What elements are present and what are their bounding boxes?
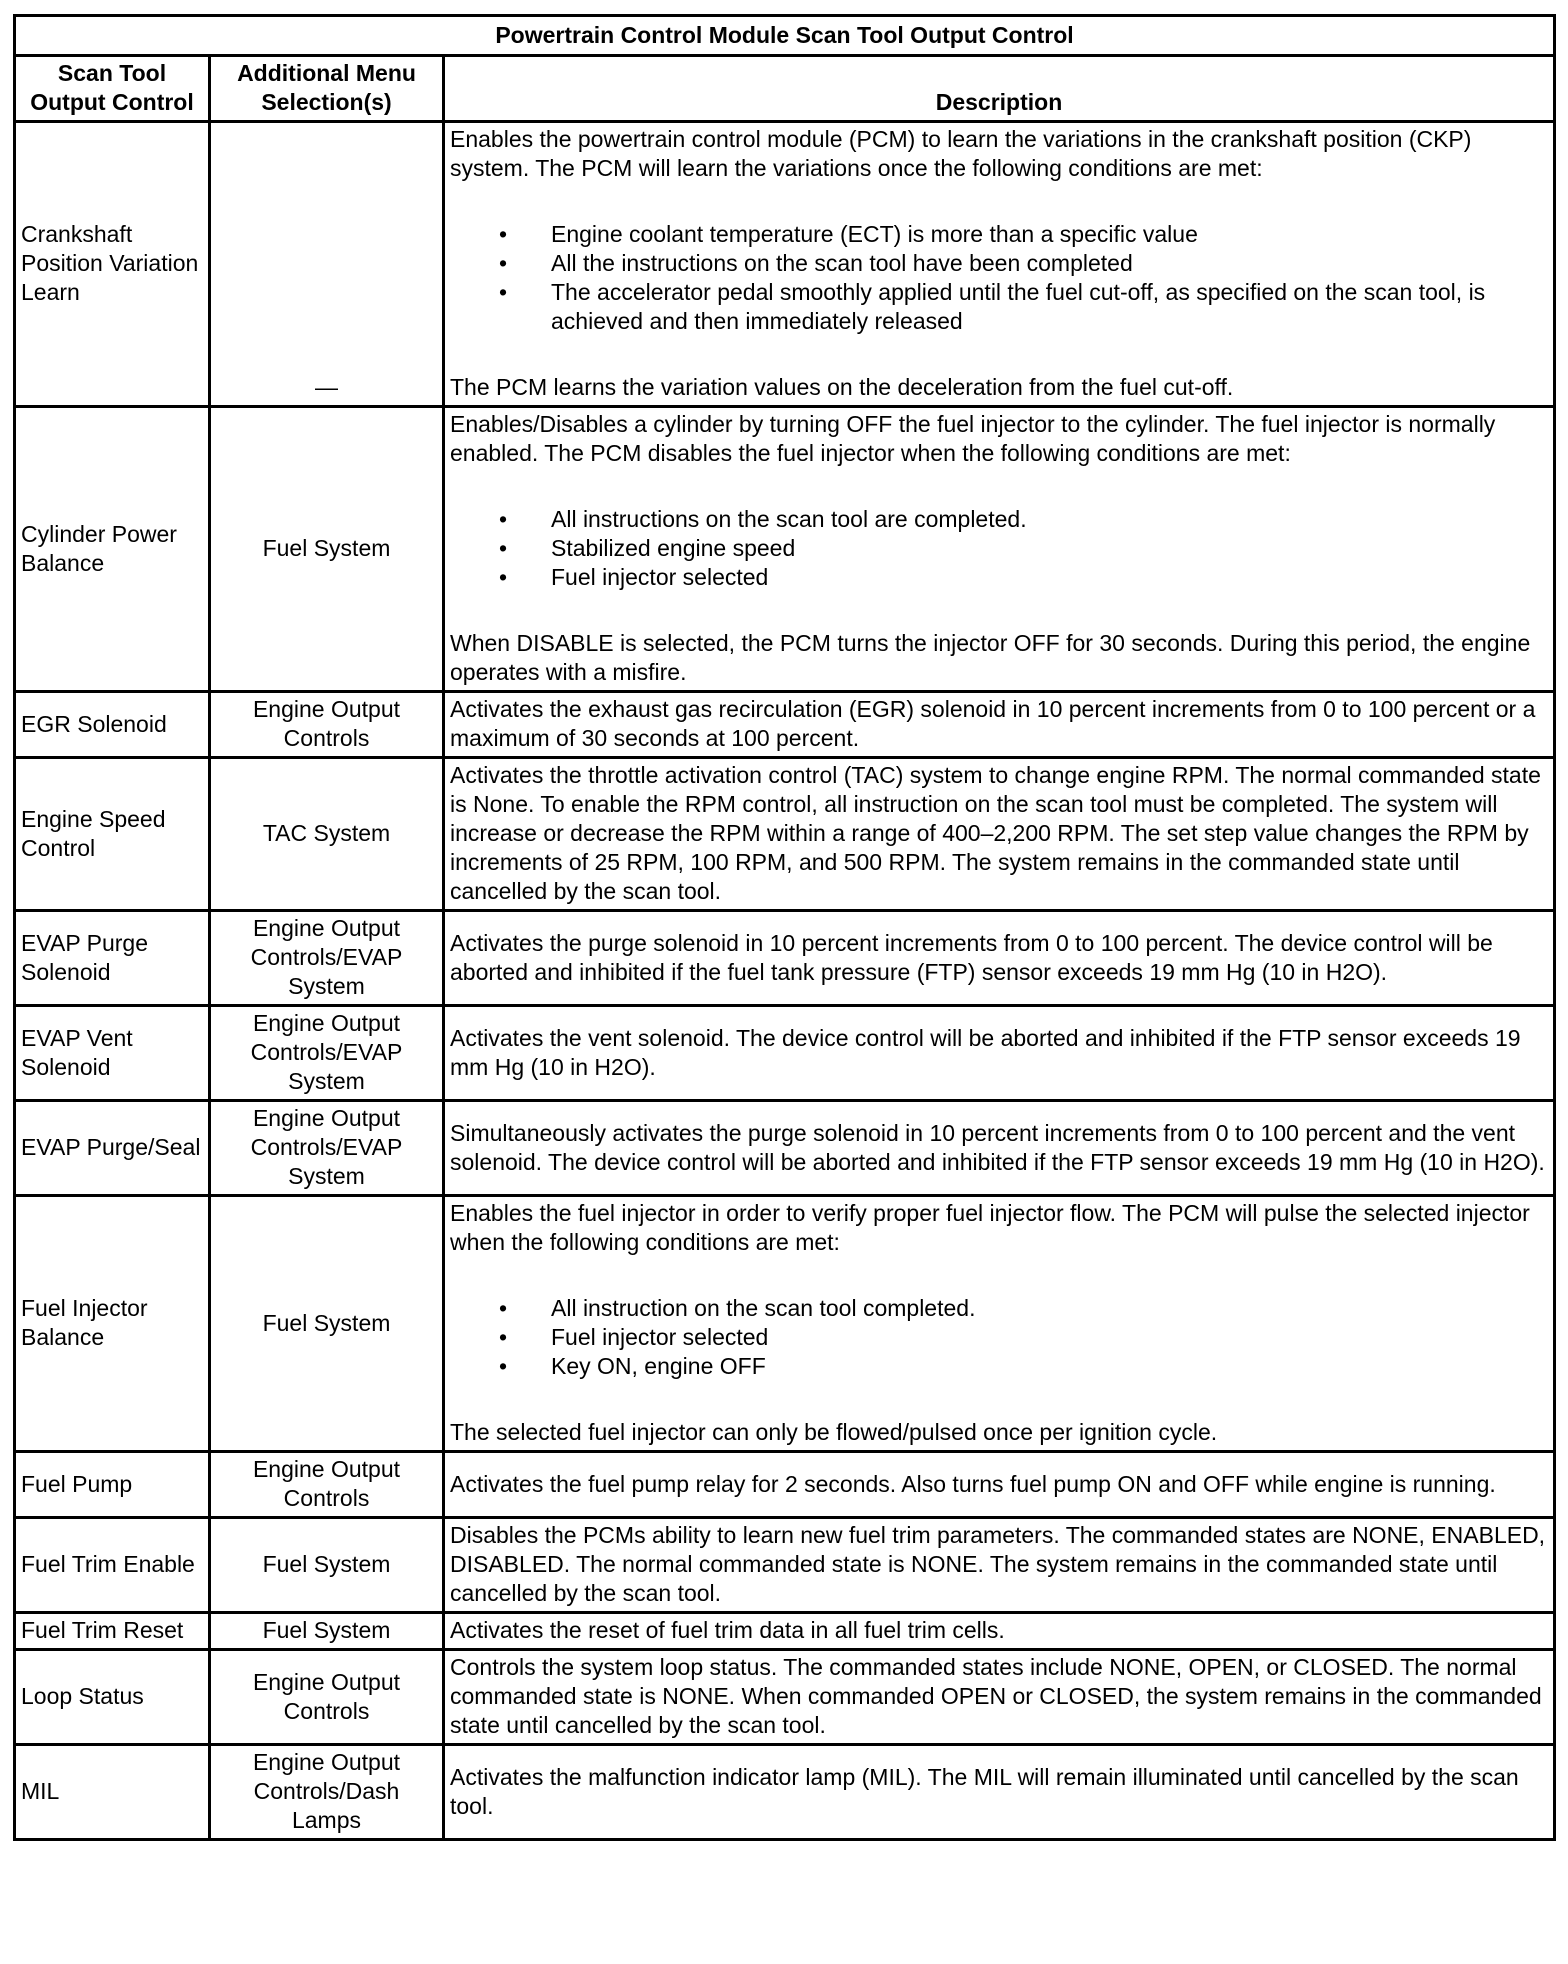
control-name: Fuel Trim Enable bbox=[15, 1518, 210, 1613]
table-row bbox=[15, 1101, 1555, 1196]
table-row bbox=[15, 1452, 1555, 1518]
list-item: • All instruction on the scan tool completed. bbox=[551, 1294, 1548, 1323]
description-cell: Activates the exhaust gas recirculation (EGR) solenoid in 10 percent increments from 0 to 100 percent or a maximum of 30 seconds at 100 percent. bbox=[444, 692, 1555, 758]
list-item: • All the instructions on the scan tool have been completed bbox=[551, 249, 1548, 278]
condition-list bbox=[450, 1294, 1548, 1381]
menu-selection: Engine Output Controls bbox=[210, 1650, 444, 1745]
description-cell: Simultaneously activates the purge solenoid in 10 percent increments from 0 to 100 percent and the vent solenoid. The device control will be aborted and inhibited if the FTP sensor exceeds 19 mm Hg (10 in H2O). bbox=[444, 1101, 1555, 1196]
table-row bbox=[15, 1518, 1555, 1613]
control-name: Fuel Pump bbox=[15, 1452, 210, 1518]
description-outro: When DISABLE is selected, the PCM turns the injector OFF for 30 seconds. During this period, the engine operates with a misfire. bbox=[450, 630, 1531, 685]
description-cell bbox=[444, 1196, 1555, 1452]
description-cell: Activates the reset of fuel trim data in all fuel trim cells. bbox=[444, 1613, 1555, 1650]
list-item: • The accelerator pedal smoothly applied until the fuel cut-off, as specified on the scan tool, is achieved and then immediately released bbox=[551, 278, 1548, 336]
list-item: • Fuel injector selected bbox=[551, 1323, 1548, 1352]
description-cell: Activates the vent solenoid. The device control will be aborted and inhibited if the FTP sensor exceeds 19 mm Hg (10 in H2O). bbox=[444, 1006, 1555, 1101]
description-intro: Enables the powertrain control module (PCM) to learn the variations in the crankshaft position (CKP) system. The PCM will learn the variations once the following conditions are met: bbox=[450, 126, 1472, 181]
table-title-row bbox=[15, 16, 1555, 56]
control-name: Engine Speed Control bbox=[15, 758, 210, 911]
table-row bbox=[15, 1196, 1555, 1452]
menu-selection: Engine Output Controls/Dash Lamps bbox=[210, 1745, 444, 1840]
description-intro: Enables/Disables a cylinder by turning OFF the fuel injector to the cylinder. The fuel injector is normally enabled. The PCM disables the fuel injector when the following conditions are met: bbox=[450, 411, 1496, 466]
condition-list bbox=[450, 220, 1548, 336]
description-cell: Activates the malfunction indicator lamp (MIL). The MIL will remain illuminated until cancelled by the scan tool. bbox=[444, 1745, 1555, 1840]
description-cell bbox=[444, 122, 1555, 407]
list-item: • All instructions on the scan tool are completed. bbox=[551, 505, 1548, 534]
description-cell: Activates the purge solenoid in 10 percent increments from 0 to 100 percent. The device control will be aborted and inhibited if the fuel tank pressure (FTP) sensor exceeds 19 mm Hg (10 in H2O). bbox=[444, 911, 1555, 1006]
menu-selection: Engine Output Controls/EVAP System bbox=[210, 1101, 444, 1196]
control-name: EVAP Purge Solenoid bbox=[15, 911, 210, 1006]
control-name: EVAP Vent Solenoid bbox=[15, 1006, 210, 1101]
description-outro: The PCM learns the variation values on the deceleration from the fuel cut-off. bbox=[450, 374, 1234, 400]
menu-selection: Fuel System bbox=[210, 407, 444, 692]
menu-selection: Fuel System bbox=[210, 1196, 444, 1452]
menu-selection: — bbox=[210, 122, 444, 407]
description-cell: Controls the system loop status. The commanded states include NONE, OPEN, or CLOSED. The normal commanded state is NONE. When commanded OPEN or CLOSED, the system remains in the commanded state until cancelled by the scan tool. bbox=[444, 1650, 1555, 1745]
description-cell: Activates the throttle activation control (TAC) system to change engine RPM. The normal commanded state is None. To enable the RPM control, all instruction on the scan tool must be completed. The system will increase or decrease the RPM within a range of 400–2,200 RPM. The set step value changes the RPM by increments of 25 RPM, 100 RPM, and 500 RPM. The system remains in the commanded state until cancelled by the scan tool. bbox=[444, 758, 1555, 911]
table-row bbox=[15, 692, 1555, 758]
control-name: Fuel Trim Reset bbox=[15, 1613, 210, 1650]
document-page bbox=[13, 14, 1553, 1841]
condition-list bbox=[450, 505, 1548, 592]
table-row bbox=[15, 1745, 1555, 1840]
description-cell: Activates the fuel pump relay for 2 seconds. Also turns fuel pump ON and OFF while engine is running. bbox=[444, 1452, 1555, 1518]
description-cell: Disables the PCMs ability to learn new fuel trim parameters. The commanded states are NONE, ENABLED, DISABLED. The normal commanded state is NONE. The system remains in the commanded state until cancelled by the scan tool. bbox=[444, 1518, 1555, 1613]
list-item: • Key ON, engine OFF bbox=[551, 1352, 1548, 1381]
description-intro: Enables the fuel injector in order to verify proper fuel injector flow. The PCM will pulse the selected injector when the following conditions are met: bbox=[450, 1200, 1530, 1255]
menu-selection: Engine Output Controls bbox=[210, 1452, 444, 1518]
header-description: Description bbox=[444, 56, 1555, 122]
menu-selection: Fuel System bbox=[210, 1518, 444, 1613]
control-name: Cylinder Power Balance bbox=[15, 407, 210, 692]
table-row bbox=[15, 122, 1555, 407]
menu-selection: Engine Output Controls/EVAP System bbox=[210, 911, 444, 1006]
table-row bbox=[15, 407, 1555, 692]
table-row bbox=[15, 1613, 1555, 1650]
description-outro: The selected fuel injector can only be flowed/pulsed once per ignition cycle. bbox=[450, 1419, 1218, 1445]
header-additional-menu-selections: Additional Menu Selection(s) bbox=[210, 56, 444, 122]
control-name: Loop Status bbox=[15, 1650, 210, 1745]
table-title: Powertrain Control Module Scan Tool Output Control bbox=[15, 16, 1555, 56]
menu-selection: Engine Output Controls/EVAP System bbox=[210, 1006, 444, 1101]
list-item: • Stabilized engine speed bbox=[551, 534, 1548, 563]
table-row bbox=[15, 758, 1555, 911]
table-row bbox=[15, 1006, 1555, 1101]
control-name: EGR Solenoid bbox=[15, 692, 210, 758]
control-name: MIL bbox=[15, 1745, 210, 1840]
control-name: Crankshaft Position Variation Learn bbox=[15, 122, 210, 407]
menu-selection: Fuel System bbox=[210, 1613, 444, 1650]
control-name: EVAP Purge/Seal bbox=[15, 1101, 210, 1196]
menu-selection: Engine Output Controls bbox=[210, 692, 444, 758]
control-name: Fuel Injector Balance bbox=[15, 1196, 210, 1452]
table-header-row bbox=[15, 56, 1555, 122]
output-control-table bbox=[13, 14, 1556, 1841]
table-row bbox=[15, 911, 1555, 1006]
table-row bbox=[15, 1650, 1555, 1745]
list-item: • Engine coolant temperature (ECT) is more than a specific value bbox=[551, 220, 1548, 249]
header-scan-tool-output-control: Scan Tool Output Control bbox=[15, 56, 210, 122]
list-item: • Fuel injector selected bbox=[551, 563, 1548, 592]
menu-selection: TAC System bbox=[210, 758, 444, 911]
description-cell bbox=[444, 407, 1555, 692]
